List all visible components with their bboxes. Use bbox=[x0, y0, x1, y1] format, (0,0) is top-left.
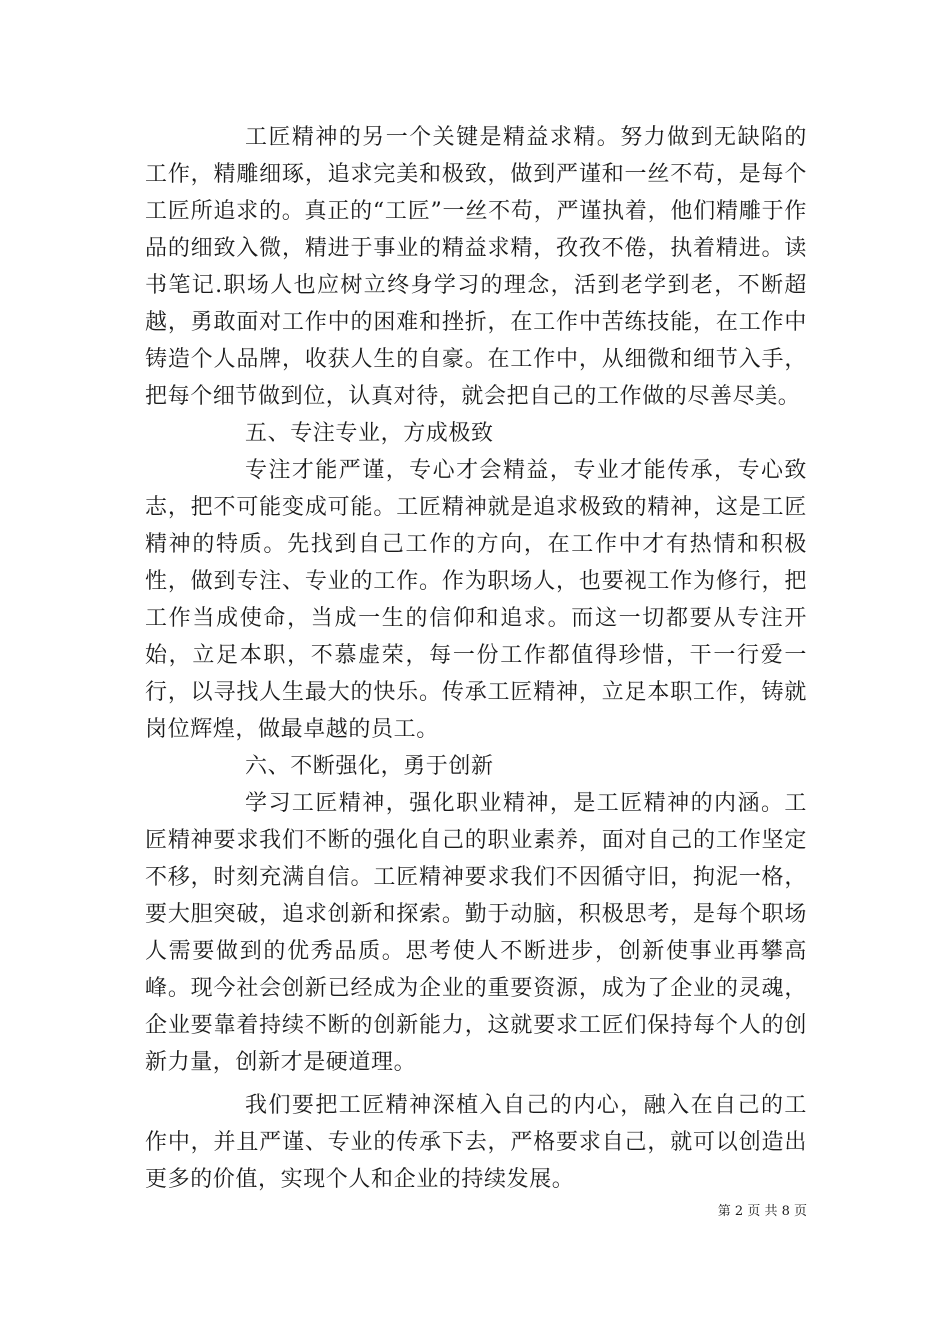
paragraph-focus: 专注才能严谨，专心才会精益，专业才能传承，专心致志，把不可能变成可能。工匠精神就是追求极致的精神，这是工匠精神的特质。先找到自己工作的方向，在工作中才有热情和积极性，做到专注、专业的工作。作为职场人，也要视工作为修行，把工作当成使命，当成一生的信仰和追求。而这一切都要从专注开始，立足本职，不慕虚荣，每一份工作都值得珍惜，干一行爱一行，以寻找人生最大的快乐。传承工匠精神，立足本职工作，铸就岗位辉煌，做最卓越的员工。 bbox=[145, 458, 807, 742]
paragraph-innovation: 学习工匠精神，强化职业精神，是工匠精神的内涵。工匠精神要求我们不断的强化自己的职业素养，面对自己的工作坚定不移，时刻充满自信。工匠精神要求我们不因循守旧，拘泥一格，要大胆突破，追求创新和探索。勤于动脑，积极思考，是每个职场人需要做到的优秀品质。思考使人不断进步，创新使事业再攀高峰。现今社会创新已经成为企业的重要资源，成为了企业的灵魂，企业要靠着持续不断的创新能力，这就要求工匠们保持每个人的创新力量，创新才是硬道理。 bbox=[145, 791, 807, 1075]
section-heading-six: 六、不断强化，勇于创新 bbox=[245, 754, 494, 779]
section-heading-five: 五、专注专业，方成极致 bbox=[245, 421, 494, 446]
page-number: 第 2 页 共 8 页 bbox=[717, 1204, 807, 1219]
paragraph-precision: 工匠精神的另一个关键是精益求精。努力做到无缺陷的工作，精雕细琢，追求完美和极致，做到严谨和一丝不苟，是每个工匠所追求的。真正的“工匠”一丝不苟，严谨执着，他们精雕于作品的细致入微，精进于事业的精益求精，孜孜不倦，执着精进。读书笔记.职场人也应树立终身学习的理念，活到老学到老，不断超越，勇敢面对工作中的困难和挫折，在工作中苦练技能，在工作中铸造个人品牌，收获人生的自豪。在工作中，从细微和细节入手，把每个细节做到位，认真对待，就会把自己的工作做的尽善尽美。 bbox=[145, 125, 807, 409]
paragraph-conclusion: 我们要把工匠精神深植入自己的内心，融入在自己的工作中，并且严谨、专业的传承下去，严格要求自己，就可以创造出更多的价值，实现个人和企业的持续发展。 bbox=[145, 1093, 807, 1192]
document-body bbox=[145, 119, 807, 1198]
